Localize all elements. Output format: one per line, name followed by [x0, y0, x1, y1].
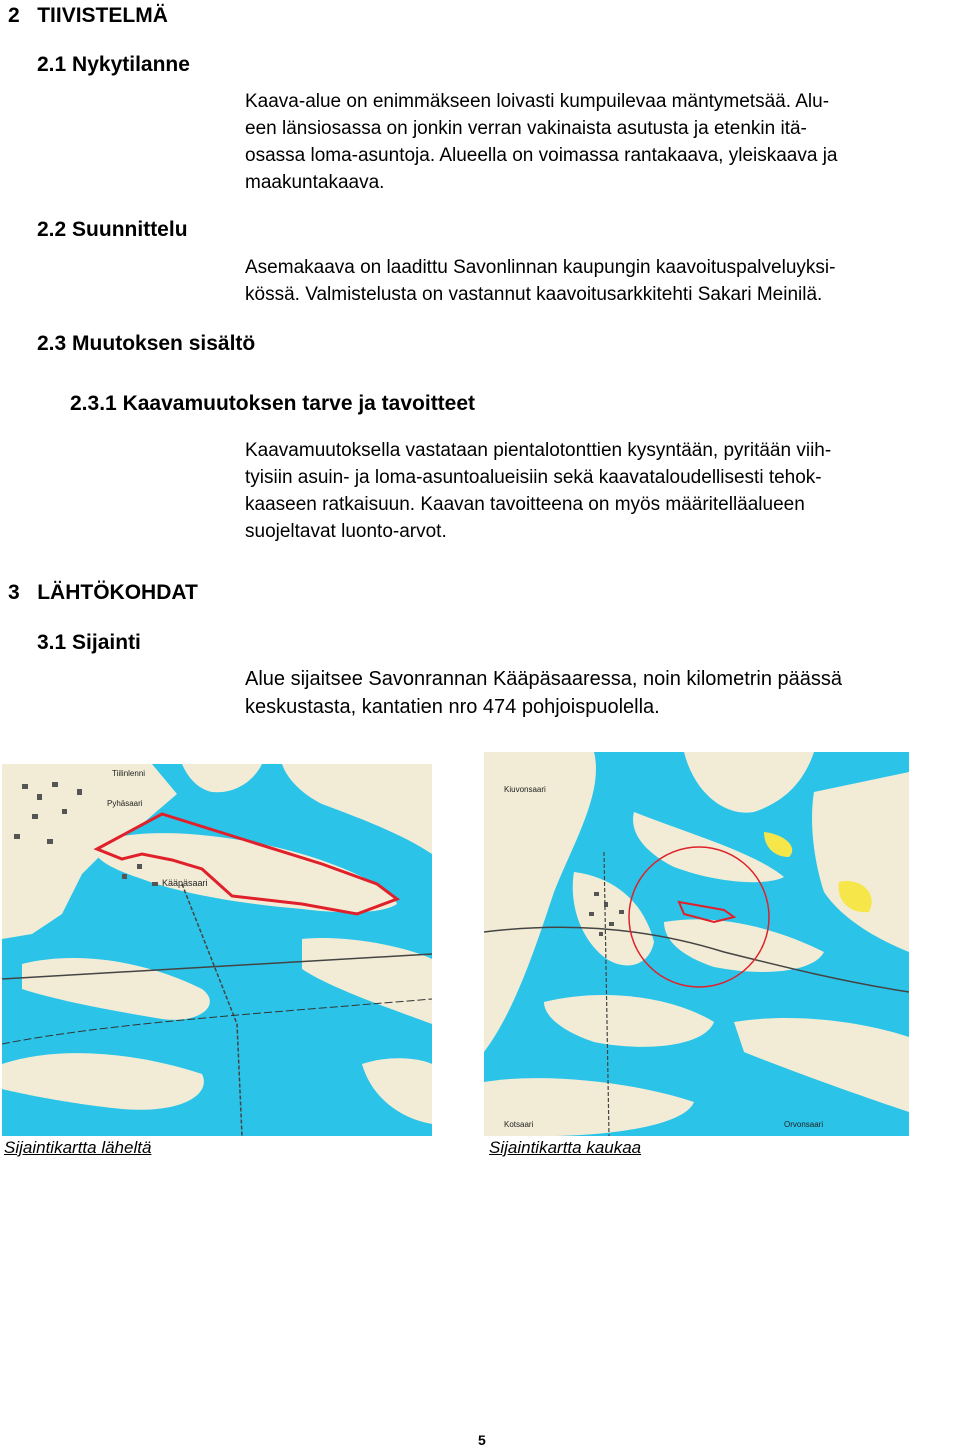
map-label: Kiuvonsaari: [504, 785, 546, 794]
map-label: Kääpäsaari: [162, 878, 208, 888]
caption-near-map: Sijaintikartta läheltä: [4, 1138, 152, 1157]
paragraph-sijainti: [245, 665, 960, 721]
text-line: Alue sijaitsee Savonrannan Kääpäsaaressa, noin kilometrin päässä: [245, 668, 843, 690]
text-line: suojeltavat luonto-arvot.: [245, 521, 447, 542]
map-label: Orvonsaari: [784, 1120, 824, 1129]
map-far: [484, 752, 909, 1136]
heading-3-1: [37, 631, 141, 655]
heading-number: 2.3.1: [70, 392, 117, 415]
map-label: Kotsaari: [504, 1120, 534, 1129]
text-line: kössä. Valmistelusta on vastannut kaavoitusarkkitehti Sakari Meinilä.: [245, 284, 823, 305]
text-line: kaaseen ratkaisuun. Kaavan tavoitteena on myös määritelläalueen: [245, 494, 805, 515]
map-near: [2, 764, 432, 1136]
heading-2: [8, 4, 168, 28]
text-line: Kaavamuutoksella vastataan pientalotonttien kysyntään, pyritään viih-: [245, 440, 832, 461]
text-line: Asemakaava on laadittu Savonlinnan kaupungin kaavoituspalveluyksi-: [245, 257, 836, 278]
heading-title: Nykytilanne: [72, 53, 190, 76]
paragraph-nykytilanne: [245, 88, 960, 196]
paragraph-tarve: [245, 437, 960, 545]
heading-title: Suunnittelu: [72, 218, 188, 241]
text-line: osassa loma-asuntoja. Alueella on voimassa rantakaava, yleiskaava ja: [245, 145, 838, 166]
heading-3: [8, 581, 198, 605]
heading-number: 3.1: [37, 631, 67, 654]
heading-number: 2.2: [37, 218, 67, 241]
heading-title: Kaavamuutoksen tarve ja tavoitteet: [122, 392, 476, 415]
caption-far-map: Sijaintikartta kaukaa: [489, 1138, 642, 1157]
heading-2-1: [37, 53, 190, 77]
heading-number: 2: [8, 4, 20, 27]
heading-2-2: [37, 218, 188, 242]
heading-title: LÄHTÖKOHDAT: [37, 581, 198, 604]
text-line: Kaava-alue on enimmäkseen loivasti kumpuilevaa mäntymetsää. Alu-: [245, 91, 830, 112]
heading-title: Muutoksen sisältö: [72, 332, 256, 355]
text-line: een länsiosassa on jonkin verran vakinaista asutusta ja etenkin itä-: [245, 118, 807, 139]
paragraph-suunnittelu: [245, 254, 960, 308]
heading-title: TIIVISTELMÄ: [37, 4, 168, 27]
map-label: Tiilinlenni: [112, 769, 146, 778]
text-line: keskustasta, kantatien nro 474 pohjoispuolella.: [245, 696, 660, 718]
map-label: Pyhäsaari: [107, 799, 143, 808]
heading-2-3-1: [70, 392, 475, 416]
heading-number: 3: [8, 581, 20, 604]
heading-number: 2.1: [37, 53, 67, 76]
page-number: 5: [478, 1432, 486, 1448]
heading-number: 2.3: [37, 332, 67, 355]
text-line: maakuntakaava.: [245, 172, 385, 193]
map-far-graphic: [484, 752, 909, 1136]
heading-title: Sijainti: [72, 631, 141, 654]
text-line: tyisiin asuin- ja loma-asuntoalueisiin sekä kaavataloudellisesti tehok-: [245, 467, 822, 488]
heading-2-3: [37, 332, 255, 356]
map-near-graphic: [2, 764, 432, 1136]
